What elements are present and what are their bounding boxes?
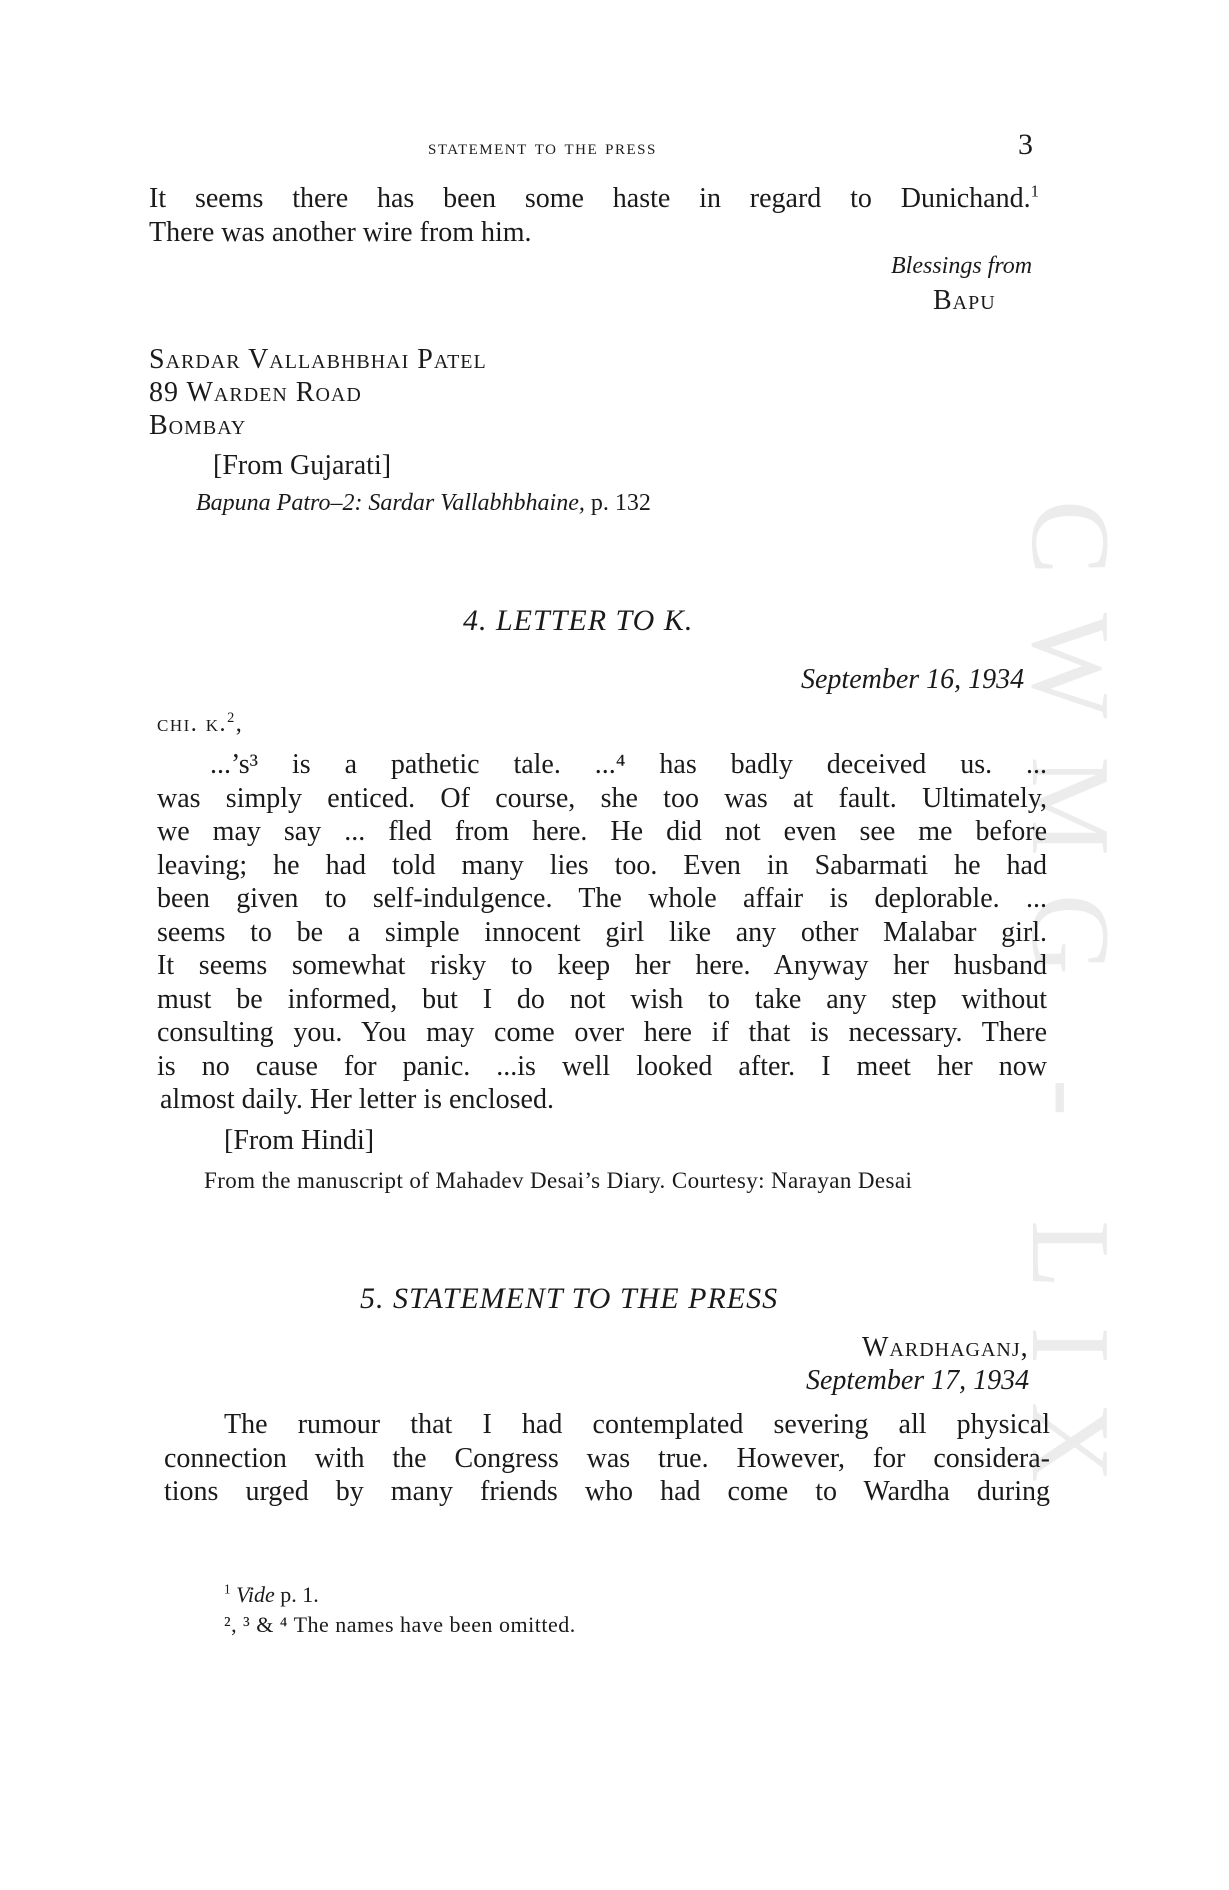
letter-body (157, 748, 1047, 1083)
source-citation: From the manuscript of Mahadev Desai’s Diary. Courtesy: Narayan Desai (204, 1168, 913, 1193)
letter-line-2: There was another wire from him. (149, 217, 532, 248)
address-line-1: Sardar Vallabhbhai Patel (149, 344, 487, 375)
address-line-3: Bombay (149, 410, 247, 441)
watermark: CWMG - LIX (1008, 500, 1132, 1521)
signature: Bapu (933, 285, 996, 316)
dateline-place: Wardhaganj, (862, 1332, 1029, 1363)
address-line-2: 89 Warden Road (149, 377, 362, 408)
footnote-ref: 1 (1030, 181, 1039, 201)
statement-body (164, 1408, 1050, 1509)
paragraph-line: The rumour that I had contemplated severing all physical (224, 1409, 1050, 1440)
paragraph-line: consulting you. You may come over here if that is necessary. There (157, 1017, 1047, 1048)
section-title: 5. STATEMENT TO THE PRESS (360, 1282, 779, 1315)
paragraph-line: connection with the Congress was true. However, for considera- (164, 1442, 1050, 1474)
source-citation: Bapuna Patro–2: Sardar Vallabhbhaine, p. 132 (196, 490, 651, 516)
paragraph-line: seems to be a simple innocent girl like any other Malabar girl. (157, 916, 1047, 948)
page-number: 3 (1018, 128, 1033, 161)
paragraph-last-line: almost daily. Her letter is enclosed. (160, 1084, 554, 1115)
language-note: [From Hindi] (224, 1125, 375, 1156)
paragraph-line: It seems somewhat risky to keep her here. Anyway her husband (157, 950, 1047, 981)
dateline-date: September 17, 1934 (806, 1365, 1030, 1396)
running-title: statement to the press (428, 134, 657, 159)
footnote-1: $^1$ Vide p. 1. (224, 1581, 319, 1607)
language-note: [From Gujarati] (213, 450, 392, 481)
paragraph-line: must be informed, but I do not wish to take any step without (157, 983, 1047, 1015)
salutation: chi. k.$^2$, (157, 710, 244, 737)
paragraph-line: was simply enticed. Of course, she too was at fault. Ultimately, (157, 782, 1047, 814)
paragraph-line: is no cause for panic. ...is well looked after. I meet her now (157, 1050, 1047, 1082)
letter-line-1: It seems there has been some haste in regard to Dunichand.$^1$ (149, 181, 1039, 214)
paragraph-line: been given to self-indulgence. The whole affair is deplorable. ... (157, 883, 1047, 914)
section-title: 4. LETTER TO K. (463, 604, 694, 637)
paragraph-line: ...’s³ is a pathetic tale. ...⁴ has badly deceived us. ... (210, 749, 1047, 780)
paragraph-line: leaving; he had told many lies too. Even in Sabarmati he had (157, 849, 1047, 881)
closing: Blessings from (891, 253, 1033, 279)
paragraph-line: tions urged by many friends who had come to Wardha during (164, 1476, 1050, 1507)
footnote-2: ², ³ & ⁴ The names have been omitted. (224, 1612, 576, 1637)
paragraph-line: we may say ... fled from here. He did not even see me before (157, 816, 1047, 847)
letter-date: September 16, 1934 (801, 664, 1025, 695)
